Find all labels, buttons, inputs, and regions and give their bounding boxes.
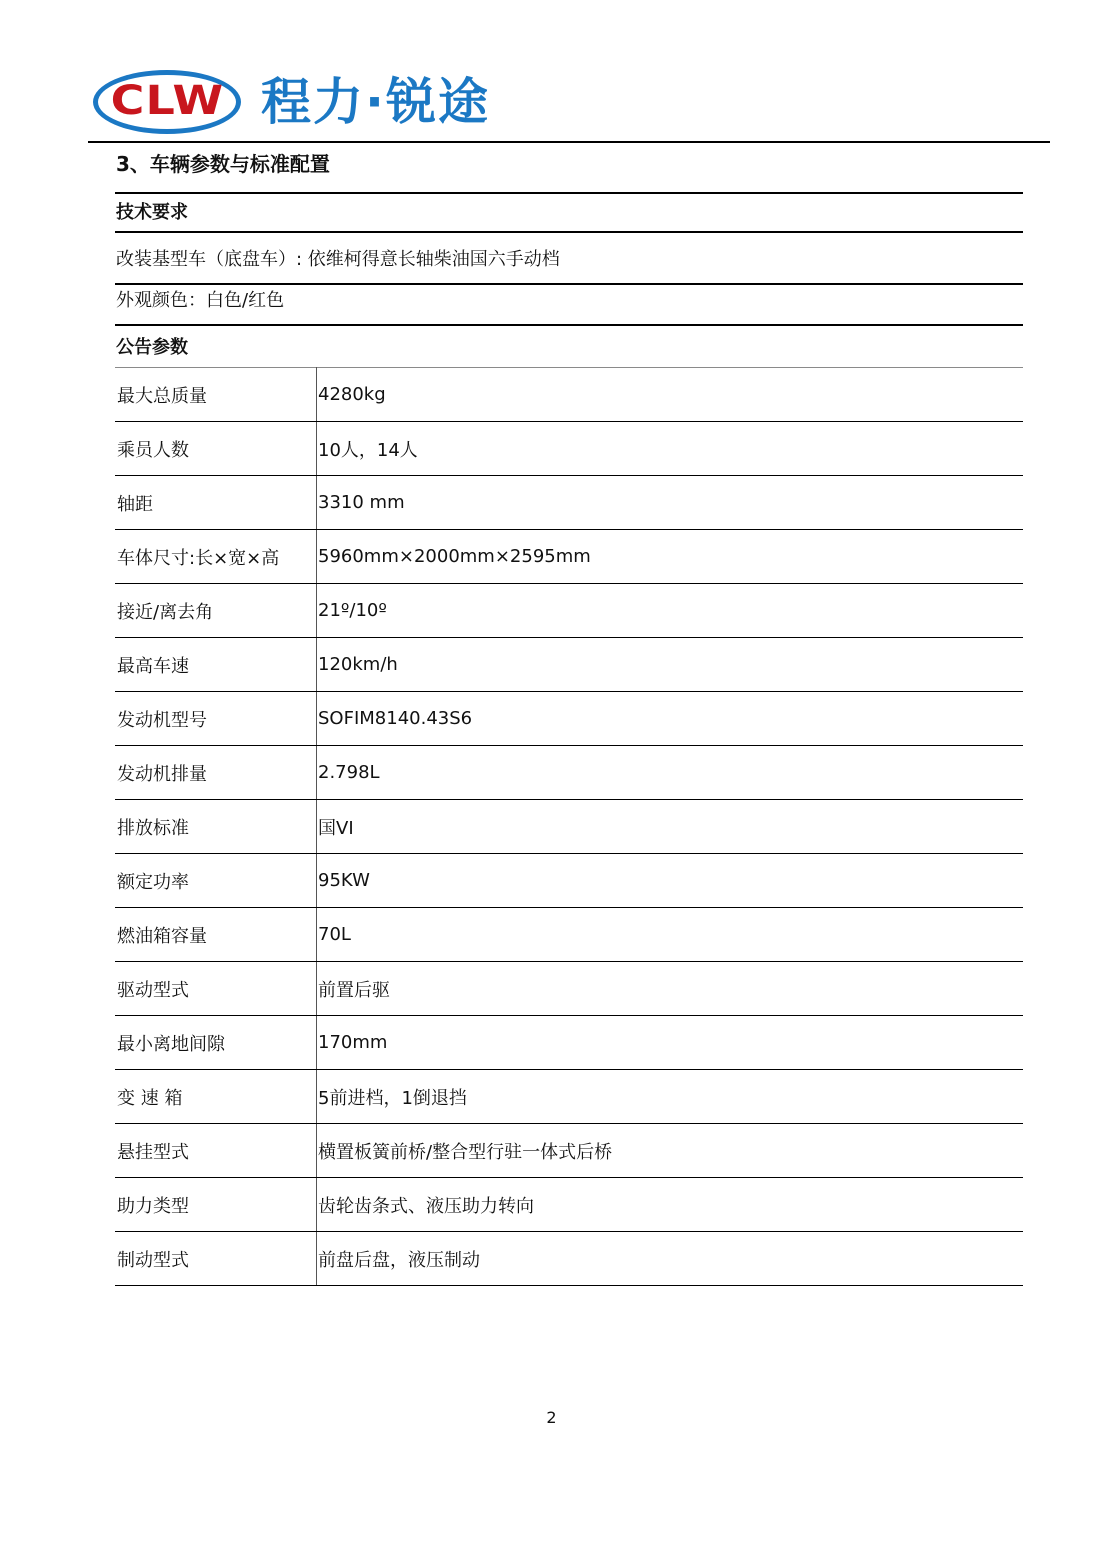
spec-label: 乘员人数 (115, 422, 317, 476)
table-row (115, 1016, 1023, 1070)
spec-value: 95KW (317, 854, 1024, 908)
spec-value: 5960mm×2000mm×2595mm (317, 530, 1024, 584)
table-row (115, 1070, 1023, 1124)
spec-label: 排放标准 (115, 800, 317, 854)
spec-value: 170mm (317, 1016, 1024, 1070)
spec-label: 变 速 箱 (115, 1070, 317, 1124)
spec-label: 车体尺寸:长×宽×高 (115, 530, 317, 584)
spec-value: 4280kg (317, 368, 1024, 422)
table-row (115, 1124, 1023, 1178)
spec-value: 5前进档，1倒退挡 (317, 1070, 1024, 1124)
divider (115, 283, 1023, 285)
spec-value: 70L (317, 908, 1024, 962)
page-number: 2 (546, 1408, 557, 1427)
spec-value: 3310 mm (317, 476, 1024, 530)
table-row (115, 584, 1023, 638)
table-row (115, 1232, 1023, 1286)
table-row (115, 476, 1023, 530)
table-row (115, 368, 1023, 422)
divider (115, 192, 1023, 194)
spec-label: 最小离地间隙 (115, 1016, 317, 1070)
exterior-color-text: 外观颜色：白色/红色 (116, 290, 285, 311)
spec-label: 额定功率 (115, 854, 317, 908)
company-logo (93, 70, 563, 136)
divider (115, 324, 1023, 326)
spec-label: 最大总质量 (115, 368, 317, 422)
spec-label: 发动机型号 (115, 692, 317, 746)
table-row (115, 746, 1023, 800)
spec-label: 发动机排量 (115, 746, 317, 800)
spec-label: 最高车速 (115, 638, 317, 692)
spec-label: 轴距 (115, 476, 317, 530)
spec-value: SOFIM8140.43S6 (317, 692, 1024, 746)
section-title: 3、车辆参数与标准配置 (116, 152, 330, 176)
table-row (115, 422, 1023, 476)
table-row (115, 854, 1023, 908)
spec-label: 燃油箱容量 (115, 908, 317, 962)
spec-value: 横置板簧前桥/整合型行驻一体式后桥 (317, 1124, 1024, 1178)
announcement-params-heading: 公告参数 (116, 337, 188, 358)
header-divider (88, 141, 1050, 143)
table-row (115, 908, 1023, 962)
spec-label: 驱动型式 (115, 962, 317, 1016)
logo-brand-text: 程力·锐途 (261, 73, 490, 131)
spec-value: 国VI (317, 800, 1024, 854)
logo-oval-mark (93, 70, 241, 134)
table-row (115, 530, 1023, 584)
spec-label: 悬挂型式 (115, 1124, 317, 1178)
table-row (115, 800, 1023, 854)
table-row (115, 692, 1023, 746)
spec-value: 21º/10º (317, 584, 1024, 638)
spec-value: 前置后驱 (317, 962, 1024, 1016)
spec-label: 助力类型 (115, 1178, 317, 1232)
base-vehicle-text: 改装基型车（底盘车）: 依维柯得意长轴柴油国六手动档 (116, 249, 560, 270)
divider (115, 231, 1023, 233)
spec-value: 2.798L (317, 746, 1024, 800)
spec-label: 制动型式 (115, 1232, 317, 1286)
tech-requirements-heading: 技术要求 (116, 202, 188, 223)
logo-mark-text: CLW (110, 78, 224, 124)
table-row (115, 962, 1023, 1016)
spec-value: 10人，14人 (317, 422, 1024, 476)
spec-label: 接近/离去角 (115, 584, 317, 638)
spec-value: 齿轮齿条式、液压助力转向 (317, 1178, 1024, 1232)
spec-value: 120km/h (317, 638, 1024, 692)
table-row (115, 1178, 1023, 1232)
spec-table (115, 367, 1023, 1286)
spec-value: 前盘后盘，液压制动 (317, 1232, 1024, 1286)
table-row (115, 638, 1023, 692)
